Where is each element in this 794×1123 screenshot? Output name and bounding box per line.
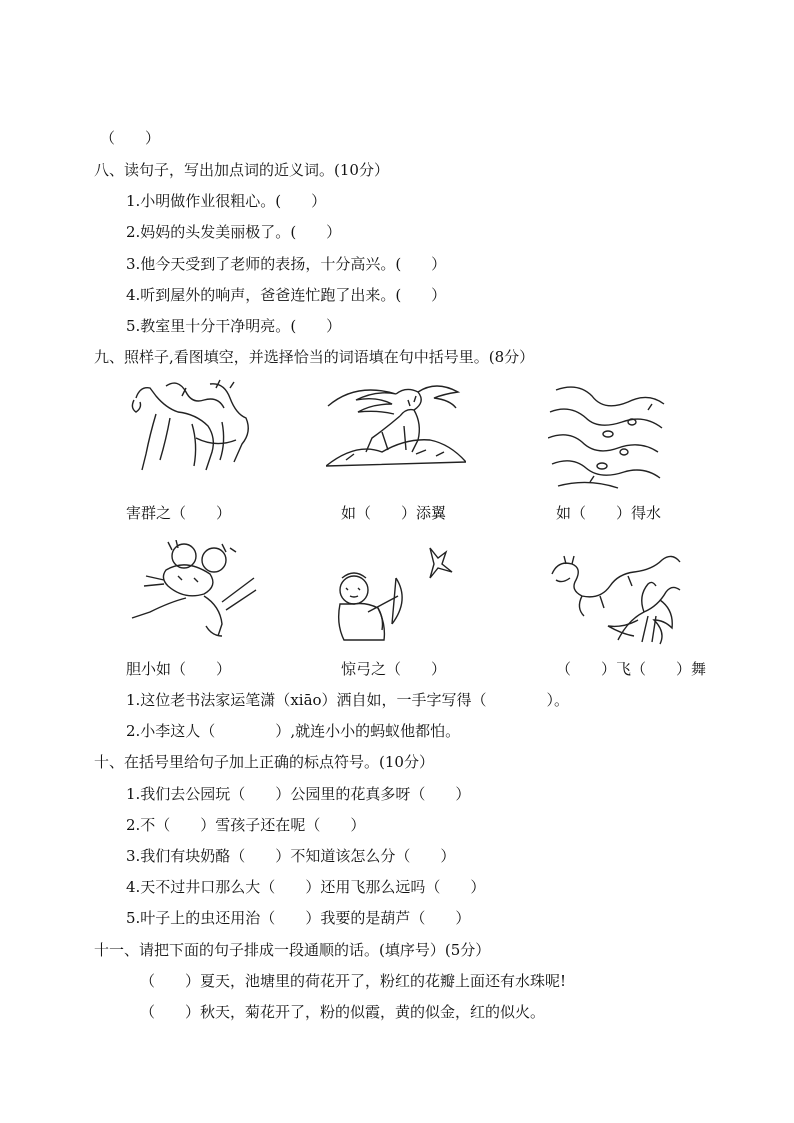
idiom-blank-2: 如（ ）添翼 — [341, 504, 447, 522]
section-8-item-2: 2.妈妈的头发美丽极了。( ） — [126, 223, 342, 241]
horse-herd-icon — [126, 378, 256, 478]
idiom-blank-1: 害群之（ ） — [126, 504, 232, 522]
section-11-item-1: （ ）夏天，池塘里的荷花开了，粉红的花瓣上面还有水珠呢! — [140, 972, 567, 990]
dragon-phoenix-icon — [548, 550, 684, 646]
fish-in-water-icon — [548, 382, 668, 492]
section-10-item-1: 1.我们去公园玩（ ）公园里的花真多呀（ ） — [126, 785, 471, 803]
idiom-blank-5: 惊弓之（ ） — [341, 660, 447, 678]
section-10-item-3: 3.我们有块奶酪（ ）不知道该怎么分（ ） — [126, 847, 456, 865]
idiom-blank-4: 胆小如（ ） — [126, 660, 232, 678]
idiom-blank-3: 如（ ）得水 — [556, 504, 662, 522]
archer-bird-icon — [326, 542, 466, 642]
section-11-title: 十一、请把下面的句子排成一段通顺的话。(填序号）(5分） — [94, 941, 491, 959]
section-8-item-5: 5.教室里十分干净明亮。( ） — [126, 317, 342, 335]
winged-tiger-icon — [326, 380, 466, 472]
section-10-item-2: 2.不（ ）雪孩子还在呢（ ） — [126, 816, 366, 834]
section-9-sentence-1: 1.这位老书法家运笔潇（xiāo）洒自如，一手字写得（ ）。 — [126, 691, 570, 709]
section-9-title: 九、照样子,看图填空，并选择恰当的词语填在句中括号里。(8分） — [94, 348, 535, 366]
section-10-title: 十、在括号里给句子加上正确的标点符号。(10分） — [94, 753, 434, 771]
section-8-item-4: 4.听到屋外的响声，爸爸连忙跑了出来。( ） — [126, 286, 447, 304]
section-8-title: 八、读句子，写出加点词的近义词。(10分） — [94, 161, 389, 179]
timid-mouse-icon — [126, 540, 266, 642]
section-10-item-5: 5.叶子上的虫还用治（ ）我要的是葫芦（ ） — [126, 909, 471, 927]
section-10-item-4: 4.天不过井口那么大（ ）还用飞那么远吗（ ） — [126, 878, 486, 896]
idiom-blank-6: （ ）飞（ ）舞 — [556, 660, 707, 678]
answer-paren: （ ） — [100, 129, 161, 147]
section-11-item-2: （ ）秋天，菊花开了，粉的似霞，黄的似金，红的似火。 — [140, 1003, 546, 1021]
section-9-sentence-2: 2.小李这人（ ）,就连小小的蚂蚁他都怕。 — [126, 722, 461, 740]
section-8-item-1: 1.小明做作业很粗心。( ） — [126, 192, 327, 210]
section-8-item-3: 3.他今天受到了老师的表扬，十分高兴。( ） — [126, 255, 447, 273]
